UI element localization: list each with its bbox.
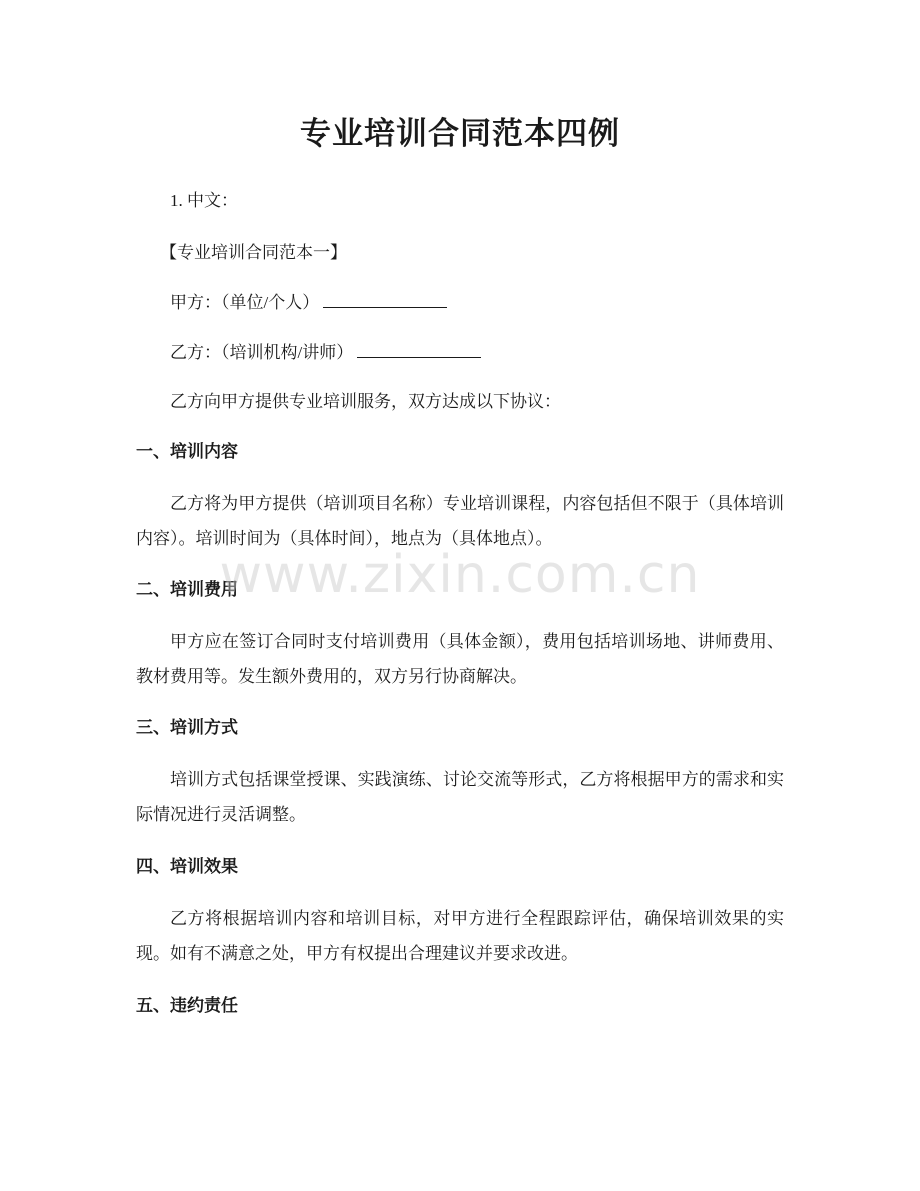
section-heading: 三、培训方式 (136, 718, 238, 738)
party-b-label: 乙方：（培训机构/讲师） (170, 343, 354, 362)
intro-text: 乙方向甲方提供专业培训服务，双方达成以下协议： (170, 392, 561, 411)
party-a-label: 甲方：（单位/个人） (170, 293, 320, 312)
section-heading: 二、培训费用 (136, 580, 238, 600)
section-body: 甲方应在签订合同时支付培训费用（具体金额），费用包括培训场地、讲师费用、教材费用等。发生额外费用的，双方另行协商解决。 (136, 632, 784, 686)
watermark: www.zixin.com.cn (219, 545, 701, 605)
sample-label: 【专业培训合同范本一】 (160, 243, 347, 262)
section-heading: 一、培训内容 (136, 442, 238, 462)
language-label: 1. 中文： (170, 191, 238, 210)
section-body: 培训方式包括课堂授课、实践演练、讨论交流等形式，乙方将根据甲方的需求和实际情况进行灵活调整。 (136, 770, 784, 824)
party-b-line (170, 341, 481, 365)
section-heading: 五、违约责任 (136, 996, 238, 1016)
section-body: 乙方将根据培训内容和培训目标，对甲方进行全程跟踪评估，确保培训效果的实现。如有不满意之处，甲方有权提出合理建议并要求改进。 (136, 909, 784, 963)
section-body: 乙方将为甲方提供（培训项目名称）专业培训课程，内容包括但不限于（具体培训内容）。培训时间为（具体时间），地点为（具体地点）。 (136, 494, 784, 548)
document-title: 专业培训合同范本四例 (300, 116, 620, 152)
party-b-blank[interactable] (357, 341, 481, 358)
section-heading: 四、培训效果 (136, 857, 238, 877)
party-a-blank[interactable] (323, 291, 447, 308)
party-a-line (170, 291, 447, 315)
